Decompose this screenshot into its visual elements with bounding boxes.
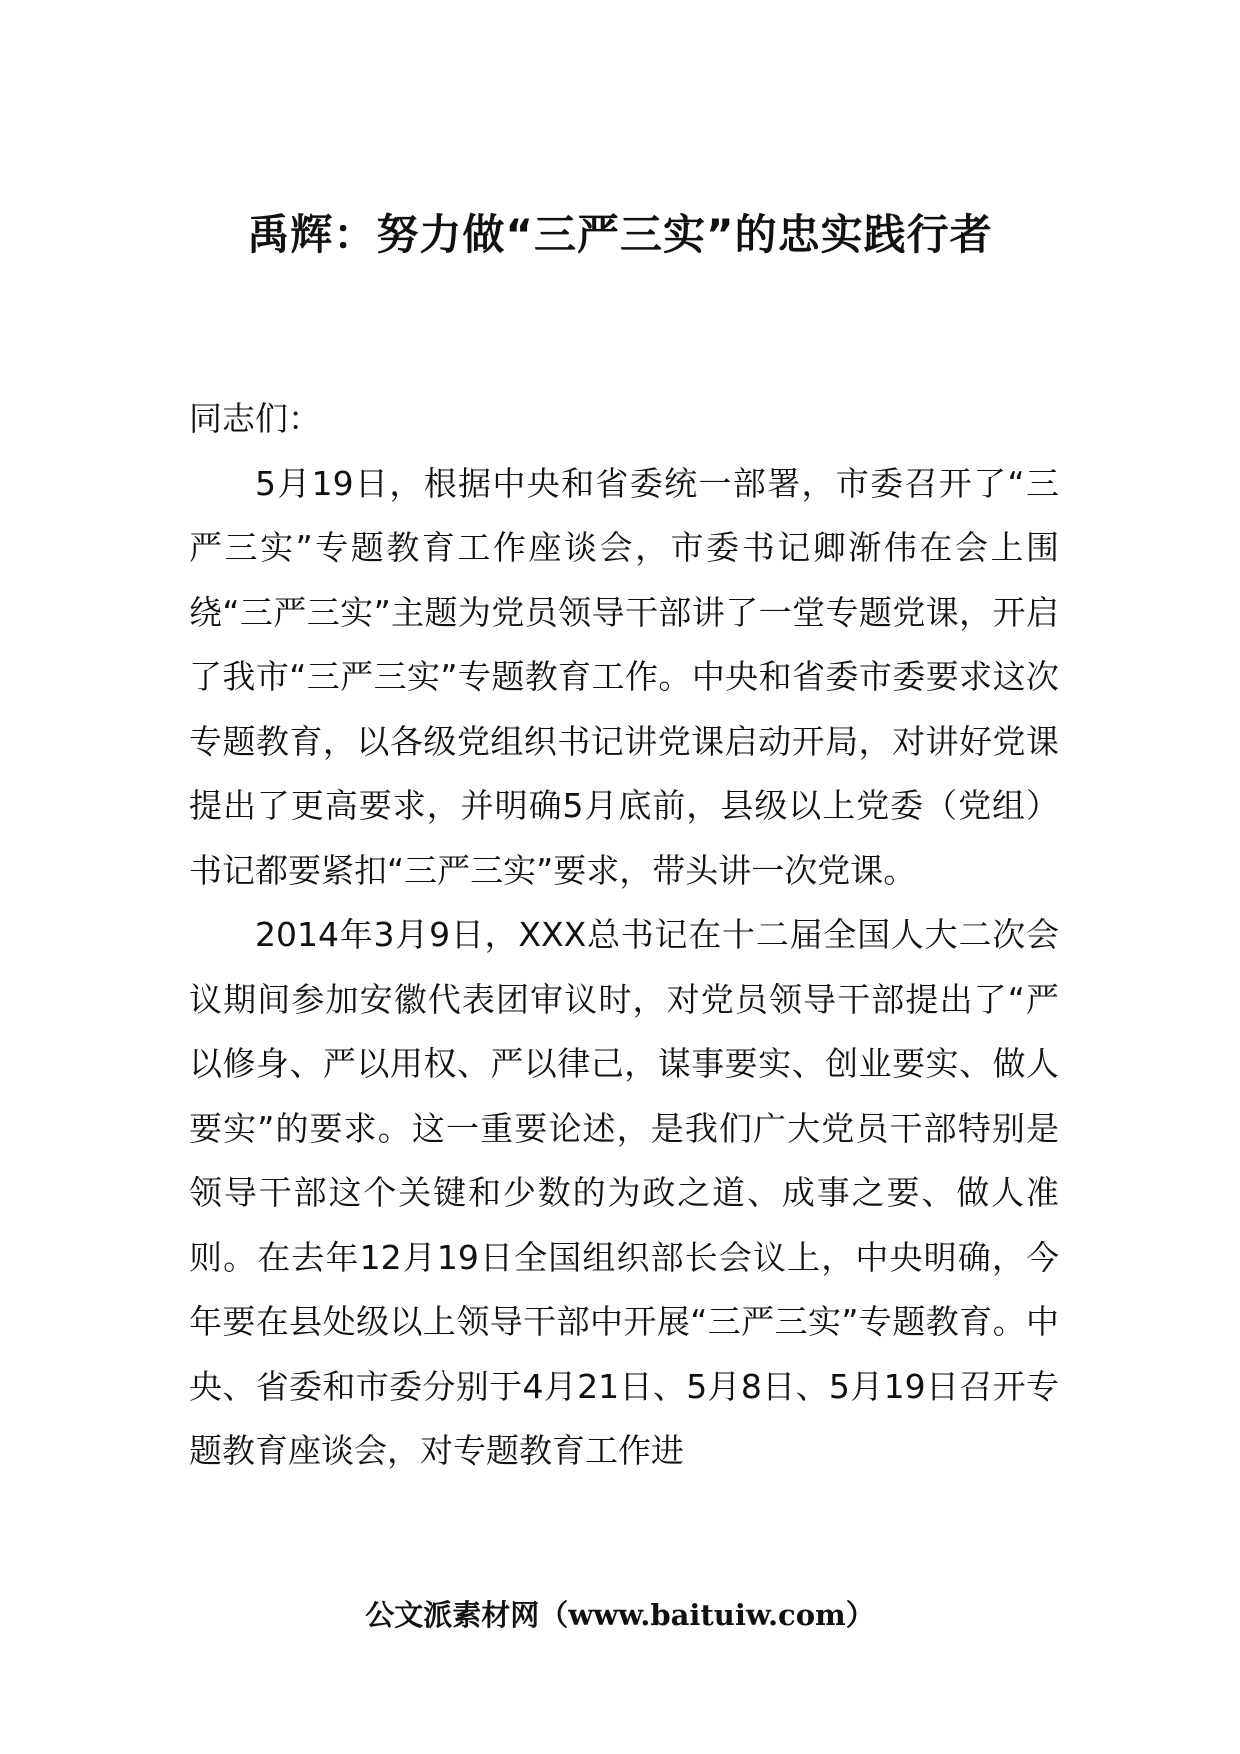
document-body — [189, 387, 1059, 1484]
document-title: 禹辉：努力做“三严三实”的忠实践行者 — [247, 210, 993, 259]
salutation: 同志们： — [189, 399, 321, 438]
paragraph-1: 5月19日，根据中央和省委统一部署，市委召开了“三严三实”专题教育工作座谈会，市委书记卿渐伟在会上围绕“三严三实”主题为党员领导干部讲了一堂专题党课，开启了我市“三严三实”专题教育工作。中央和省委市委要求这次专题教育，以各级党组织书记讲党课启动开局，对讲好党课提出了更高要求，并明确5月底前，县级以上党委（党组）书记都要紧扣“三严三实”要求，带头讲一次党课。 — [189, 463, 1059, 890]
paragraph-2: 2014年3月9日，XXX总书记在十二届全国人大二次会议期间参加安徽代表团审议时，对党员领导干部提出了“严以修身、严以用权、严以律己，谋事要实、创业要实、做人要实”的要求。这一重要论述，是我们广大党员干部特别是领导干部这个关键和少数的为政之道、成事之要、做人准则。在去年12月19日全国组织部长会议上，中央明确，今年要在县处级以上领导干部中开展“三严三实”专题教育。中央、省委和市委分别于4月21日、5月8日、5月19日召开专题教育座谈会，对专题教育工作进 — [189, 915, 1059, 1470]
footer-source: 公文派素材网（www.baituiw.com） — [365, 1598, 875, 1632]
